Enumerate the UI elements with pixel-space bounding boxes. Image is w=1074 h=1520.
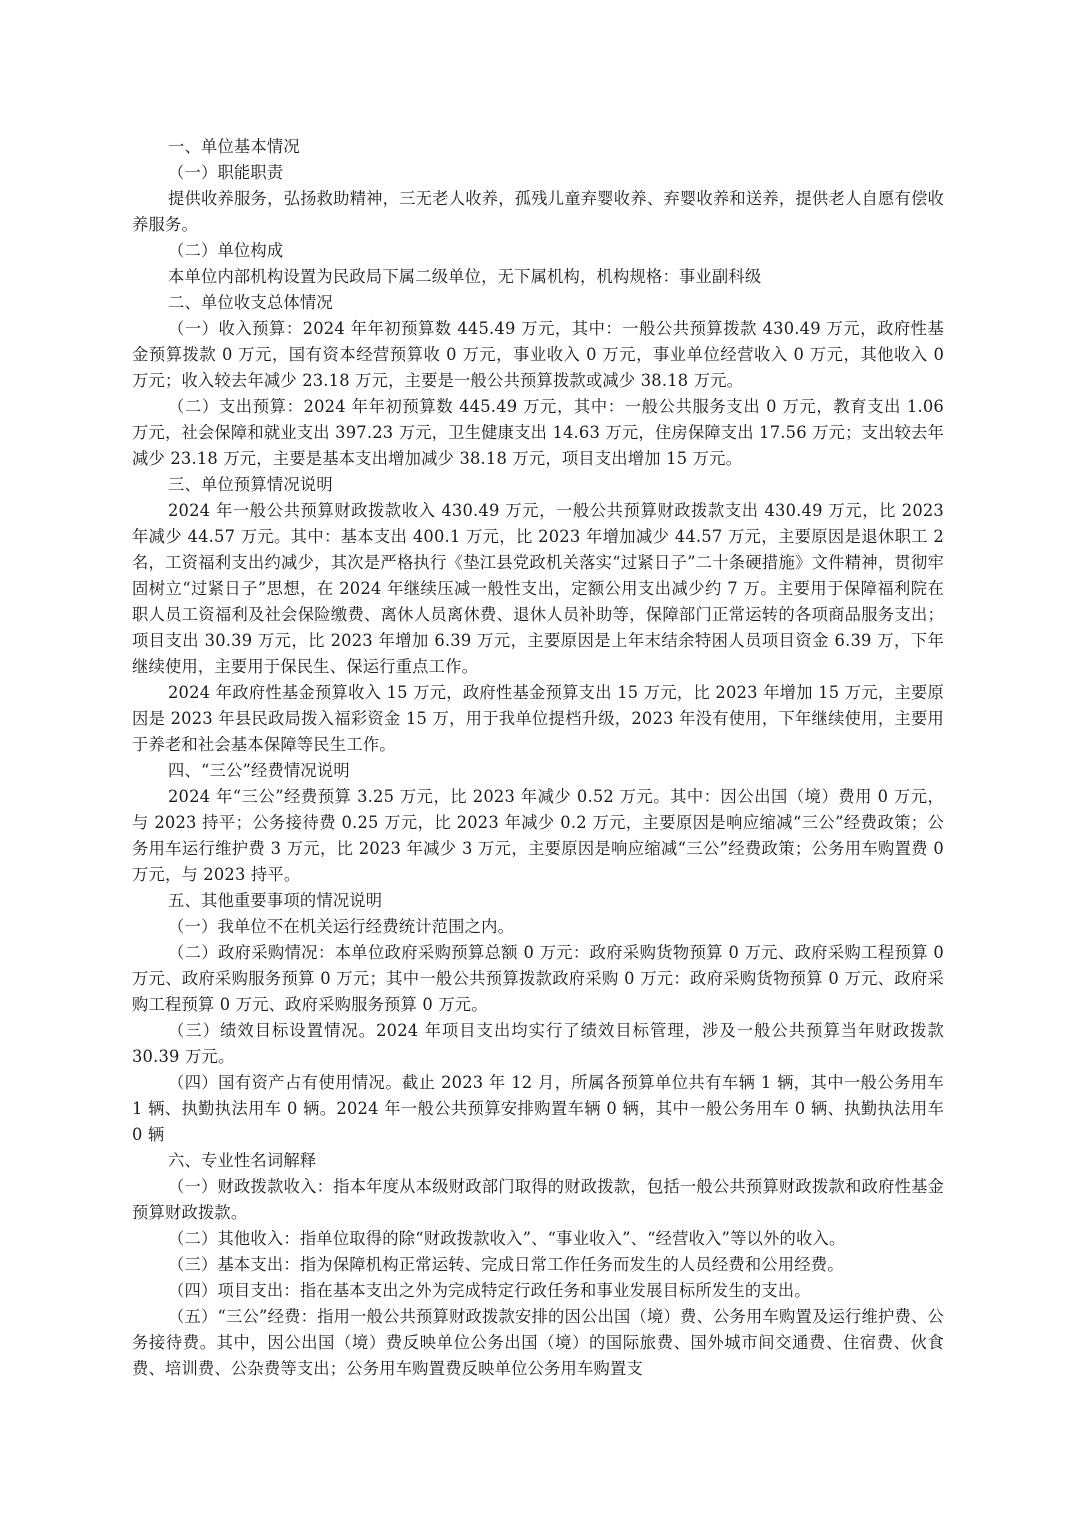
paragraph: （一）收入预算：2024 年年初预算数 445.49 万元，其中：一般公共预算拨款 430.49 万元，政府性基金预算拨款 0 万元，国有资本经营预算收 0 万元，事业收入 0 万元，事业单位经营收入 0 万元，其他收入 0 万元；收入较去年减少 23.18 万元，主要是一般公共预算拨款或减少 38.18 万元。	[132, 319, 944, 390]
paragraph: 2024 年“三公”经费预算 3.25 万元，比 2023 年减少 0.52 万元。其中：因公出国（境）费用 0 万元，与 2023 持平；公务接待费 0.25 万元，比 2023 年减少 0.2 万元，主要原因是响应缩减“三公”经费政策；公务用车运行维护费 3 万元，比 2023 年减少 3 万元，主要原因是响应缩减“三公”经费政策；公务用车购置费 0 万元，与 2023 持平。	[132, 787, 944, 884]
paragraph: 提供收养服务，弘扬救助精神，三无老人收养，孤残儿童弃婴收养、弃婴收养和送养，提供老人自愿有偿收养服务。	[132, 189, 944, 234]
heading-5: 五、其他重要事项的情况说明	[168, 891, 383, 910]
paragraph: （二）政府采购情况：本单位政府采购预算总额 0 万元：政府采购货物预算 0 万元、政府采购工程预算 0 万元、政府采购服务预算 0 万元；其中一般公共预算拨款政府采购 0 万元：政府采购货物预算 0 万元、政府采购工程预算 0 万元、政府采购服务预算 0 万元。	[132, 943, 944, 1014]
document-body	[132, 134, 944, 1382]
paragraph: 2024 年一般公共预算财政拨款收入 430.49 万元，一般公共预算财政拨款支出 430.49 万元，比 2023 年减少 44.57 万元。其中：基本支出 400.1 万元，比 2023 年增加减少 44.57 万元，主要原因是退休职工 2 名，工资福利支出约减少，其次是严格执行《垫江县党政机关落实“过紧日子”二十条硬措施》文件精神，贯彻牢固树立“过紧日子”思想，在 2024 年继续压减一般性支出，定额公用支出减少约 7 万。主要用于保障福利院在职人员工资福利及社会保险缴费、离休人员离休费、退休人员补助等，保障部门正常运转的各项商品服务支出；项目支出 30.39 万元，比 2023 年增加 6.39 万元，主要原因是上年末结余特困人员项目资金 6.39 万，下年继续使用，主要用于保民生、保运行重点工作。	[132, 501, 944, 676]
paragraph: （三）基本支出：指为保障机构正常运转、完成日常工作任务而发生的人员经费和公用经费。	[168, 1255, 844, 1274]
heading-4: 四、“三公”经费情况说明	[168, 761, 350, 780]
paragraph: （二）其他收入：指单位取得的除“财政拨款收入”、“事业收入”、“经营收入”等以外的收入。	[168, 1229, 846, 1248]
paragraph: （一）我单位不在机关运行经费统计范围之内。	[168, 917, 515, 936]
paragraph: （二）支出预算：2024 年年初预算数 445.49 万元，其中：一般公共服务支出 0 万元，教育支出 1.06 万元，社会保障和就业支出 397.23 万元，卫生健康支出 14.63 万元，住房保障支出 17.56 万元；支出较去年减少 23.18 万元，主要是基本支出增加减少 38.18 万元，项目支出增加 15 万元。	[132, 397, 944, 468]
subheading-1-2: （二）单位构成	[168, 241, 284, 260]
heading-1: 一、单位基本情况	[168, 137, 300, 156]
paragraph: （四）项目支出：指在基本支出之外为完成特定行政任务和事业发展目标所发生的支出。	[168, 1281, 811, 1300]
paragraph: （一）财政拨款收入：指本年度从本级财政部门取得的财政拨款，包括一般公共预算财政拨款和政府性基金预算财政拨款。	[132, 1177, 944, 1222]
paragraph: 本单位内部机构设置为民政局下属二级单位，无下属机构，机构规格：事业副科级	[168, 267, 762, 286]
paragraph: 2024 年政府性基金预算收入 15 万元，政府性基金预算支出 15 万元，比 2023 年增加 15 万元，主要原因是 2023 年县民政局拨入福彩资金 15 万，用于我单位提档升级，2023 年没有使用，下年继续使用，主要用于养老和社会基本保障等民生工作。	[132, 683, 944, 754]
subheading-1-1: （一）职能职责	[168, 163, 284, 182]
paragraph: （五）“三公”经费：指用一般公共预算财政拨款安排的因公出国（境）费、公务用车购置及运行维护费、公务接待费。其中，因公出国（境）费反映单位公务出国（境）的国际旅费、国外城市间交通费、住宿费、伙食费、培训费、公杂费等支出；公务用车购置费反映单位公务用车购置支	[132, 1307, 944, 1378]
heading-3: 三、单位预算情况说明	[168, 475, 333, 494]
paragraph: （三）绩效目标设置情况。2024 年项目支出均实行了绩效目标管理，涉及一般公共预算当年财政拨款 30.39 万元。	[132, 1021, 944, 1066]
heading-6: 六、专业性名词解释	[168, 1151, 317, 1170]
paragraph: （四）国有资产占有使用情况。截止 2023 年 12 月，所属各预算单位共有车辆 1 辆，其中一般公务用车 1 辆、执勤执法用车 0 辆。2024 年一般公共预算安排购置车辆 0 辆，其中一般公务用车 0 辆、执勤执法用车 0 辆	[132, 1073, 944, 1144]
heading-2: 二、单位收支总体情况	[168, 293, 333, 312]
